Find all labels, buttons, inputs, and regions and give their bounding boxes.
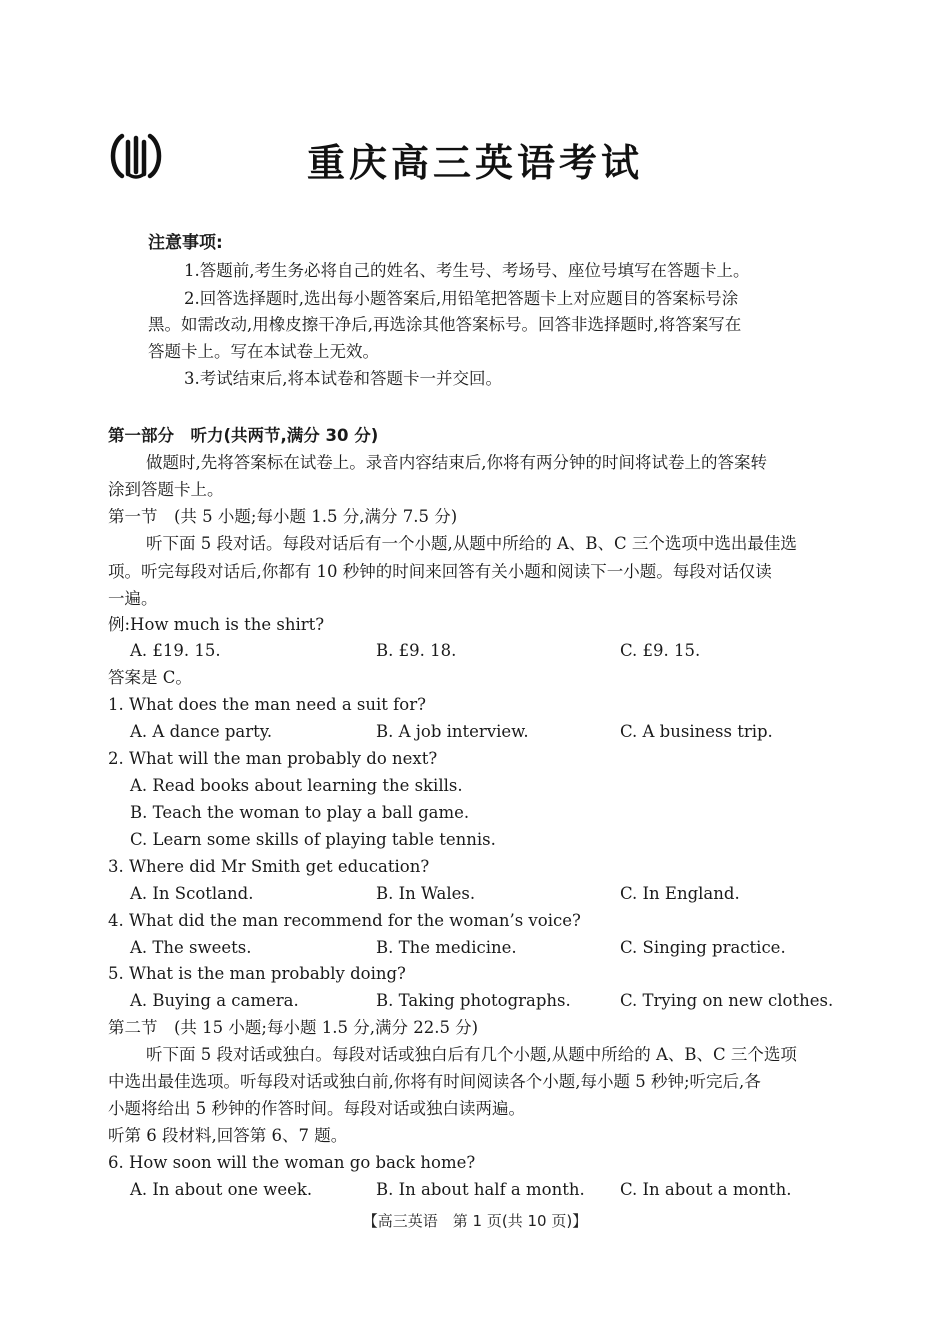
question-5: 5. What is the man probably doing? (108, 964, 406, 983)
example-option-b: B. £9. 18. (376, 641, 457, 660)
question-5-option-a: A. Buying a camera. (130, 991, 299, 1010)
section1-heading: 第一节 (共 5 小题;每小题 1.5 分,满分 7.5 分) (108, 507, 458, 526)
question-2-option-b: B. Teach the woman to play a ball game. (130, 803, 470, 822)
question-1: 1. What does the man need a suit for? (108, 695, 426, 714)
question-1-option-c: C. A business trip. (620, 722, 773, 741)
notice-item-2-line-2: 黑。如需改动,用橡皮擦干净后,再选涂其他答案标号。回答非选择题时,将答案写在 (148, 315, 742, 334)
question-4: 4. What did the man recommend for the woman’s voice? (108, 911, 581, 930)
question-5-option-b: B. Taking photographs. (376, 991, 571, 1010)
question-6-option-c: C. In about a month. (620, 1180, 792, 1199)
question-2-option-a: A. Read books about learning the skills. (130, 776, 463, 795)
notice-item-1: 1.答题前,考生务必将自己的姓名、考生号、考场号、座位号填写在答题卡上。 (184, 261, 750, 280)
section1-intro-line-3: 一遍。 (108, 589, 158, 608)
part1-intro-line-1: 做题时,先将答案标在试卷上。录音内容结束后,你将有两分钟的时间将试卷上的答案转 (146, 453, 767, 472)
question-3-option-b: B. In Wales. (376, 884, 476, 903)
page-footer: 【高三英语 第 1 页(共 10 页)】 (362, 1212, 588, 1230)
part1-heading: 第一部分 听力(共两节,满分 30 分) (108, 426, 379, 445)
example-question: 例:How much is the shirt? (108, 615, 325, 634)
section2-intro-line-1: 听下面 5 段对话或独白。每段对话或独白后有几个小题,从题中所给的 A、B、C 三个选项 (146, 1045, 797, 1064)
section2-intro-line-3: 小题将给出 5 秒钟的作答时间。每段对话或独白读两遍。 (108, 1099, 525, 1118)
section1-intro-line-2: 项。听完每段对话后,你都有 10 秒钟的时间来回答有关小题和阅读下一小题。每段对话仅读 (108, 562, 772, 581)
question-3: 3. Where did Mr Smith get education? (108, 857, 430, 876)
section2-intro-line-2: 中选出最佳选项。听每段对话或独白前,你将有时间阅读各个小题,每小题 5 秒钟;听完后,各 (108, 1072, 761, 1091)
question-1-option-a: A. A dance party. (130, 722, 273, 741)
question-6: 6. How soon will the woman go back home? (108, 1153, 476, 1172)
example-answer: 答案是 C。 (108, 668, 192, 687)
question-4-option-a: A. The sweets. (130, 938, 252, 957)
part1-intro-line-2: 涂到答题卡上。 (108, 480, 224, 499)
example-option-c: C. £9. 15. (620, 641, 701, 660)
question-2: 2. What will the man probably do next? (108, 749, 438, 768)
notice-item-2-line-1: 2.回答选择题时,选出每小题答案后,用铅笔把答题卡上对应题目的答案标号涂 (184, 289, 739, 308)
question-4-option-c: C. Singing practice. (620, 938, 786, 957)
notice-item-3: 3.考试结束后,将本试卷和答题卡一并交回。 (184, 369, 502, 388)
question-6-option-a: A. In about one week. (130, 1180, 313, 1199)
question-3-option-a: A. In Scotland. (130, 884, 254, 903)
question-3-option-c: C. In England. (620, 884, 740, 903)
material-6-note: 听第 6 段材料,回答第 6、7 题。 (108, 1126, 348, 1145)
question-1-option-b: B. A job interview. (376, 722, 529, 741)
notice-item-2-line-3: 答题卡上。写在本试卷上无效。 (148, 342, 379, 361)
question-6-option-b: B. In about half a month. (376, 1180, 585, 1199)
example-option-a: A. £19. 15. (130, 641, 221, 660)
question-2-option-c: C. Learn some skills of playing table tennis. (130, 830, 496, 849)
question-5-option-c: C. Trying on new clothes. (620, 991, 834, 1010)
notice-heading: 注意事项: (148, 233, 223, 253)
section1-intro-line-1: 听下面 5 段对话。每段对话后有一个小题,从题中所给的 A、B、C 三个选项中选出最佳选 (146, 534, 797, 553)
section2-heading: 第二节 (共 15 小题;每小题 1.5 分,满分 22.5 分) (108, 1018, 479, 1037)
page-title: 重庆高三英语考试 (306, 141, 643, 185)
question-4-option-b: B. The medicine. (376, 938, 517, 957)
